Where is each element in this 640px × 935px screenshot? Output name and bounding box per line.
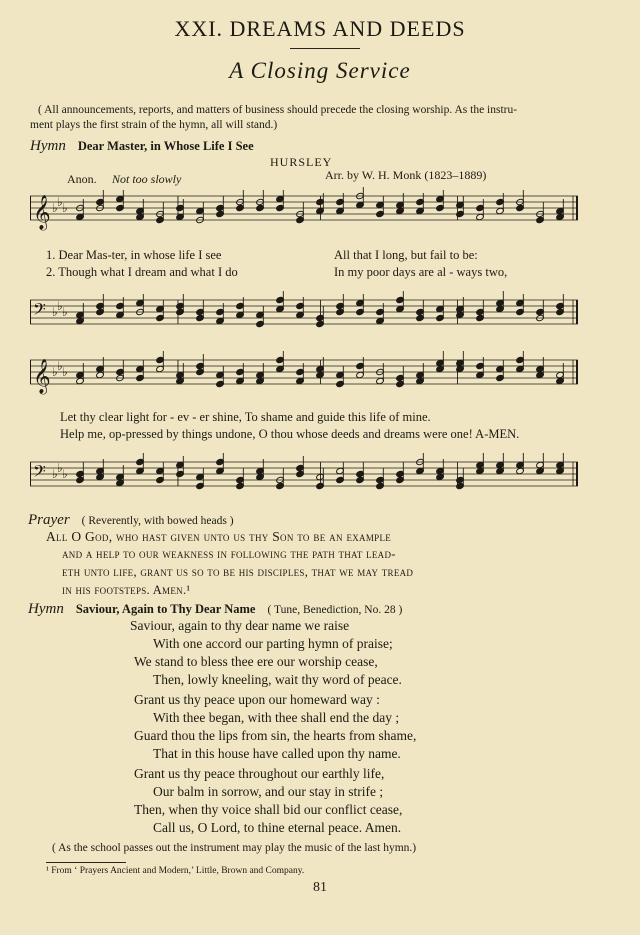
hymn2-line-9: Grant us thy peace throughout our earthly life, bbox=[134, 766, 385, 781]
prayer-line-4: in his footsteps. Amen.¹ bbox=[62, 583, 191, 597]
hymn1-heading bbox=[30, 137, 254, 155]
system1-treble-staff bbox=[30, 186, 578, 236]
hymn2-line-12: Call us, O Lord, to thine eternal peace. Amen. bbox=[153, 820, 402, 835]
hymn1-tune: HURSLEY bbox=[270, 155, 333, 169]
svg-text:♭: ♭ bbox=[52, 201, 58, 215]
hymn2-line-3: We stand to bless thee ere our worship cease, bbox=[134, 654, 378, 669]
system1-bass-staff bbox=[30, 290, 578, 338]
svg-text:♭: ♭ bbox=[57, 461, 63, 475]
verse1-line1b: All that I long, but fail to be: bbox=[334, 248, 478, 262]
svg-text:♭: ♭ bbox=[52, 467, 58, 481]
hymn2-line-7: Guard thou the lips from sin, the hearts from shame, bbox=[134, 728, 417, 743]
hymn2-line-8: That in this house have called upon thy name. bbox=[153, 746, 401, 761]
svg-text:♭: ♭ bbox=[57, 299, 63, 313]
prayer-line-2: and a help to our weakness in following the path that lead- bbox=[62, 547, 396, 561]
hymn2-line-6: With thee began, with thee shall end the day ; bbox=[153, 710, 400, 725]
verse2-line2: Help me, op-pressed by things undone, O thou whose deeds and dreams were one! A-MEN. bbox=[60, 427, 520, 441]
hymn2-tune-note: ( Tune, Benediction, No. 28 ) bbox=[267, 604, 403, 616]
hymn1-arranger: Arr. by W. H. Monk (1823–1889) bbox=[325, 168, 487, 182]
verse2-line1b: In my poor days are al - ways two, bbox=[334, 265, 508, 279]
svg-text:♭: ♭ bbox=[62, 365, 68, 379]
svg-text:♭: ♭ bbox=[57, 195, 63, 209]
hymn1-title: Dear Master, in Whose Life I See bbox=[77, 139, 254, 153]
prayer-heading bbox=[28, 511, 234, 529]
hymn2-line-11: Then, when thy voice shall bid our conflict cease, bbox=[134, 802, 403, 817]
intro-note-line-2: ment plays the first strain of the hymn, all will stand.) bbox=[30, 119, 278, 131]
svg-text:𝄞: 𝄞 bbox=[33, 195, 51, 230]
svg-text:𝄢: 𝄢 bbox=[33, 461, 46, 485]
intro-note-line-1: ( All announcements, reports, and matters of business should precede the closing worship. As the instru- bbox=[38, 104, 518, 116]
hymn2-title: Saviour, Again to Thy Dear Name bbox=[75, 602, 256, 616]
prayer-direction: ( Reverently, with bowed heads ) bbox=[81, 515, 234, 527]
prayer-line-3: eth unto life, grant us so to be his disciples, that we may tread bbox=[62, 565, 414, 579]
closing-note: ( As the school passes out the instrument may play the music of the last hymn.) bbox=[52, 842, 417, 854]
hymn2-line-2: With one accord our parting hymn of praise; bbox=[153, 636, 393, 651]
system2-bass-staff bbox=[30, 452, 578, 502]
system2-treble-staff bbox=[30, 350, 578, 402]
svg-text:♭: ♭ bbox=[62, 201, 68, 215]
page-number: 81 bbox=[313, 880, 327, 895]
svg-text:♭: ♭ bbox=[62, 467, 68, 481]
svg-text:♭: ♭ bbox=[62, 305, 68, 319]
hymn1-author: Anon. bbox=[67, 172, 97, 186]
verse1-line1: 1. Dear Mas-ter, in whose life I see bbox=[46, 248, 222, 262]
title-divider bbox=[290, 48, 360, 49]
chapter-title: XXI. DREAMS AND DEEDS bbox=[174, 16, 466, 41]
verse2-line1: 2. Though what I dream and what I do bbox=[46, 265, 238, 279]
hymn2-line-10: Our balm in sorrow, and our stay in strife ; bbox=[153, 784, 384, 799]
hymn1-label: Hymn bbox=[30, 138, 66, 154]
svg-text:♭: ♭ bbox=[52, 305, 58, 319]
svg-text:𝄢: 𝄢 bbox=[33, 299, 46, 323]
hymn1-tempo: Not too slowly bbox=[112, 172, 182, 186]
footnote: ¹ From ‘ Prayers Ancient and Modern,’ Little, Brown and Company. bbox=[46, 866, 305, 876]
service-subtitle: A Closing Service bbox=[229, 58, 411, 83]
svg-text:♭: ♭ bbox=[57, 359, 63, 373]
prayer-label: Prayer bbox=[28, 512, 70, 528]
hymn2-line-5: Grant us thy peace upon our homeward way : bbox=[134, 692, 380, 707]
hymn2-heading bbox=[28, 600, 402, 618]
footnote-rule bbox=[46, 862, 126, 863]
hymn2-line-1: Saviour, again to thy dear name we raise bbox=[130, 618, 350, 633]
hymn2-line-4: Then, lowly kneeling, wait thy word of peace. bbox=[153, 672, 402, 687]
prayer-line-1: All O God, who hast given unto us thy Son to be an example bbox=[46, 529, 392, 544]
svg-text:𝄞: 𝄞 bbox=[33, 359, 51, 394]
verse1-line2: Let thy clear light for - ev - er shine, To shame and guide this life of mine. bbox=[60, 410, 431, 424]
svg-text:♭: ♭ bbox=[52, 365, 58, 379]
hymn2-label: Hymn bbox=[28, 601, 64, 617]
